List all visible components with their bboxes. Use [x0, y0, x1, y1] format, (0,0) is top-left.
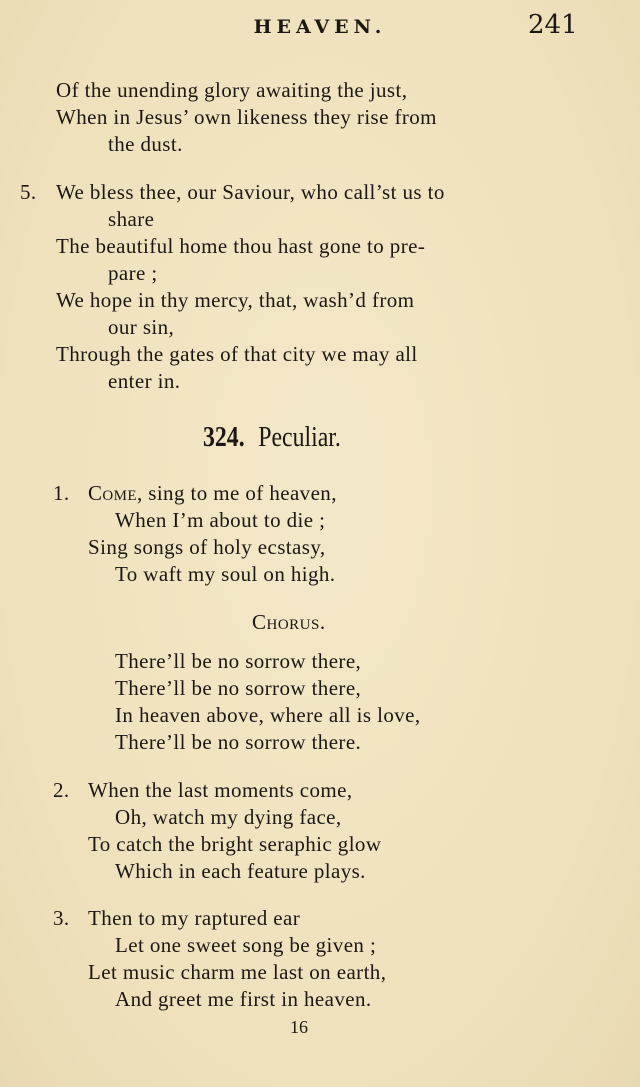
page-number: 241 [528, 10, 578, 40]
verse-line: the dust. [108, 132, 183, 156]
verse-line: We hope in thy mercy, that, wash’d from [56, 288, 415, 312]
verse-line: Sing songs of holy ecstasy, [88, 535, 326, 559]
verse-line: Let one sweet song be given ; [115, 933, 377, 957]
hymn-number: 324. [203, 422, 245, 453]
verse-line: Which in each feature plays. [115, 859, 366, 883]
verse-line: our sin, [108, 315, 175, 339]
verse-line: Oh, watch my dying face, [115, 805, 342, 829]
verse-line: There’ll be no sorrow there, [115, 649, 362, 673]
verse-line: pare ; [108, 261, 158, 285]
hymn-title [203, 424, 341, 452]
running-head: HEAVEN. [253, 16, 387, 38]
first-line-rest: sing to me of heaven, [142, 481, 337, 505]
verse-line: There’ll be no sorrow there, [115, 676, 362, 700]
verse-line: Let music charm me last on earth, [88, 960, 387, 984]
verse-line: When I’m about to die ; [115, 508, 326, 532]
chorus-heading: Chorus. [252, 610, 326, 634]
verse-line: enter in. [108, 369, 181, 393]
verse-line: When the last moments come, [88, 778, 353, 802]
signature-mark: 16 [290, 1017, 308, 1037]
verse-line: We bless thee, our Saviour, who call’st us to [56, 180, 445, 204]
verse-line [88, 483, 337, 504]
verse-line: Of the unending glory awaiting the just, [56, 78, 408, 102]
verse-line: share [108, 207, 155, 231]
stanza-number: 1. [53, 481, 70, 505]
stanza-number: 5. [20, 180, 37, 204]
first-word: Come, [88, 481, 143, 505]
verse-line: And greet me first in heaven. [115, 987, 372, 1011]
verse-line: There’ll be no sorrow there. [115, 730, 362, 754]
verse-line: The beautiful home thou hast gone to pre- [56, 234, 426, 258]
hymn-meter: Peculiar. [258, 422, 341, 453]
verse-line: When in Jesus’ own likeness they rise from [56, 105, 437, 129]
verse-line: Through the gates of that city we may all [56, 342, 418, 366]
stanza-number: 2. [53, 778, 70, 802]
stanza-number: 3. [53, 906, 70, 930]
verse-line: To waft my soul on high. [115, 562, 336, 586]
verse-line: In heaven above, where all is love, [115, 703, 421, 727]
verse-line: Then to my raptured ear [88, 906, 301, 930]
verse-line: To catch the bright seraphic glow [88, 832, 382, 856]
